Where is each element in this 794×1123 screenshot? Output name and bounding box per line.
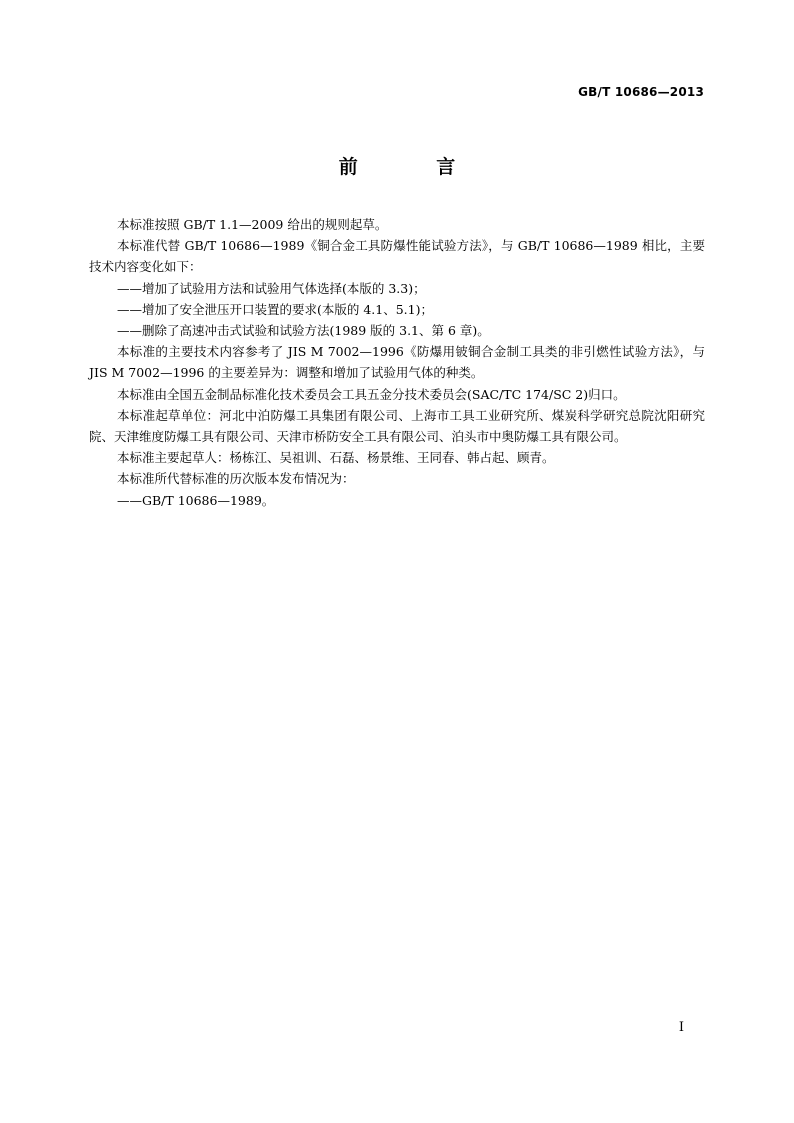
page-title: 前 言 <box>338 156 492 178</box>
paragraph-drafting-rule: 本标准按照 GB/T 1.1—2009 给出的规则起草。 <box>117 217 388 232</box>
paragraph-replacement: 本标准代替 GB/T 10686—1989《铜合金工具防爆性能试验方法》，与 GB/T 10686—1989 相比，主要技术内容变化如下： <box>89 238 705 275</box>
document-body <box>89 214 705 511</box>
paragraph-reference: 本标准的主要技术内容参考了 JIS M 7002—1996《防爆用铍铜合金制工具类的非引燃性试验方法》，与 JIS M 7002—1996 的主要差异为：调整和增加了试验用气体的种类。 <box>89 344 705 381</box>
page-number: I <box>678 1020 684 1035</box>
list-item-history-1: ——GB/T 10686—1989。 <box>117 492 275 508</box>
paragraph-drafters: 本标准主要起草人：杨栋江、吴祖训、石磊、杨景维、王同春、韩占起、顾青。 <box>117 450 555 466</box>
list-item-change-3: ——删除了高速冲击式试验和试验方法(1989 版的 3.1、第 6 章)。 <box>117 323 490 339</box>
paragraph-committee: 本标准由全国五金制品标准化技术委员会工具五金分技术委员会(SAC/TC 174/SC 2)归口。 <box>117 386 626 402</box>
standard-code-header: GB/T 10686—2013 <box>578 85 704 99</box>
list-item-change-1: ——增加了试验用方法和试验用气体选择(本版的 3.3)； <box>117 280 426 296</box>
list-item-change-2: ——增加了安全泄压开口装置的要求(本版的 4.1、5.1)； <box>117 301 433 317</box>
paragraph-drafting-units: 本标准起草单位：河北中泊防爆工具集团有限公司、上海市工具工业研究所、煤炭科学研究总院沈阳研究院、天津维度防爆工具有限公司、天津市桥防安全工具有限公司、泊头市中奥防爆工具有限公司。 <box>89 407 705 445</box>
paragraph-history-intro: 本标准所代替标准的历次版本发布情况为： <box>117 471 355 487</box>
